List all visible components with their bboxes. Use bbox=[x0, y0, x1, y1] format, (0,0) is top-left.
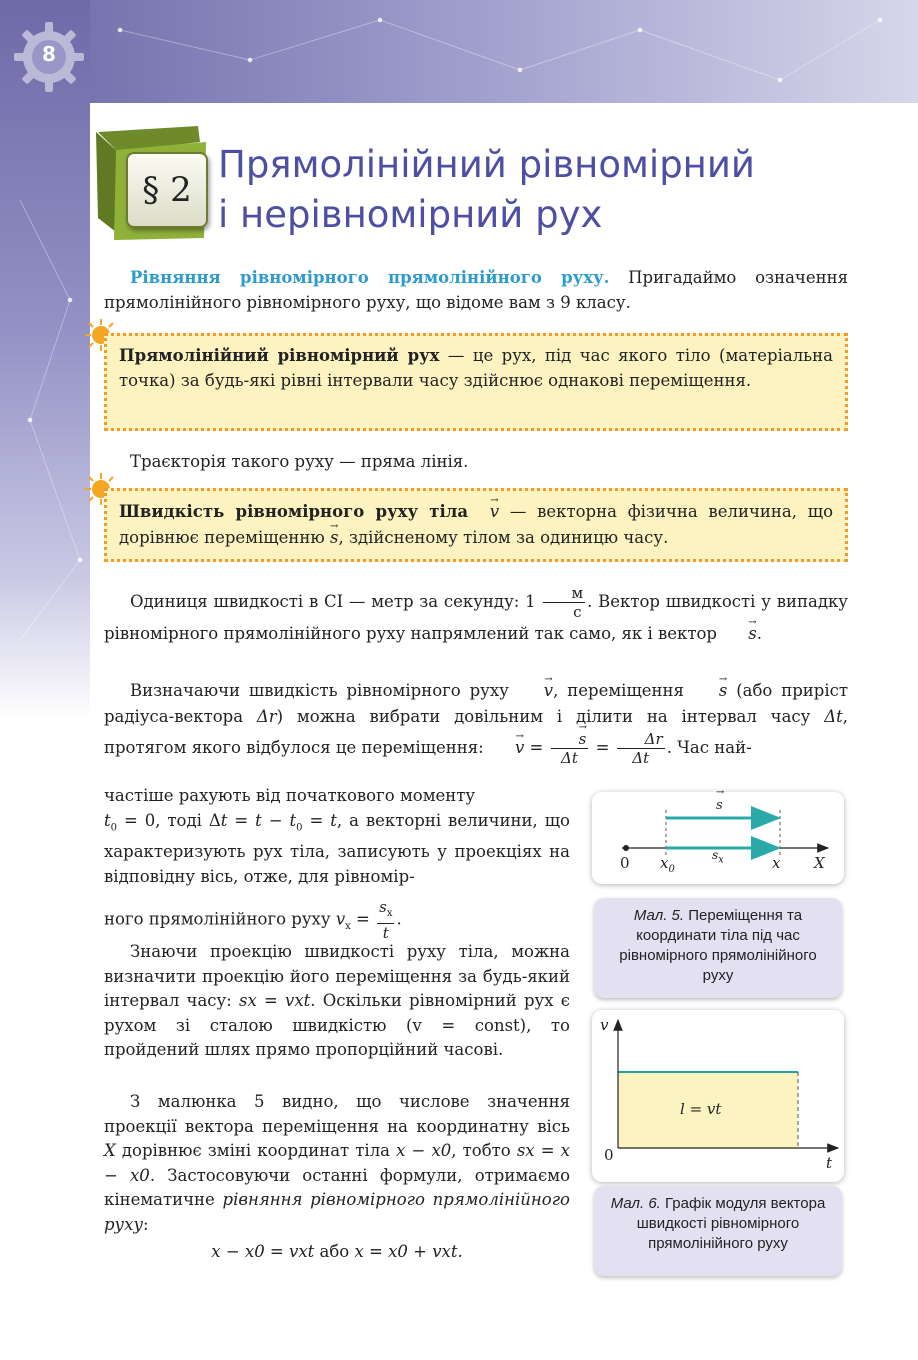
often-var: t bbox=[104, 810, 111, 830]
v-axis-label: v bbox=[600, 1016, 609, 1034]
displacement-vector: → s bbox=[330, 525, 338, 551]
knowing-rest: . Оскільки рівномірний рух є рухом зі сталою швидкістю (v = const), то пройдений шлях прямо пропорційний часові. bbox=[104, 991, 570, 1059]
often-end: . bbox=[396, 909, 402, 929]
title-line-2: і нерівномірний рух bbox=[218, 193, 603, 236]
velocity-vector: → v bbox=[489, 735, 524, 761]
often-var: t bbox=[330, 810, 337, 830]
often-text: , а векторні величини, bbox=[336, 810, 538, 830]
caption-text: Переміщення та координати тіла під час рівномірного прямолінійного руху bbox=[619, 907, 817, 984]
velocity-fraction-1 bbox=[551, 730, 589, 767]
vx-sub: x bbox=[345, 920, 351, 932]
knowing-paragraph bbox=[104, 940, 570, 1063]
final-equation bbox=[104, 1240, 570, 1264]
figure-6-graph bbox=[592, 1010, 844, 1182]
define-text-b: , переміщення bbox=[553, 681, 693, 700]
often-text: = bbox=[227, 810, 256, 830]
section-number-badge: § 2 bbox=[126, 152, 208, 228]
unit-denominator: с bbox=[573, 603, 582, 621]
fraction-numerator-sub: x bbox=[386, 908, 393, 919]
definition-2-text bbox=[119, 499, 833, 551]
velocity-fraction-2 bbox=[617, 730, 665, 767]
fig5-text-d: , тобто bbox=[451, 1141, 517, 1160]
displacement-vector: → s bbox=[693, 678, 727, 704]
define-text-a: Визначаючи швидкість рівномірного руху bbox=[130, 681, 518, 700]
definition-1-term: Прямолінійний рівномірний рух bbox=[119, 346, 440, 365]
fig5-text-h: : bbox=[143, 1214, 149, 1234]
caption-label: Мал. 6. bbox=[610, 1195, 661, 1212]
displacement-vector: → s bbox=[722, 621, 756, 647]
often-line-1: частіше рахують від початкового моменту bbox=[104, 786, 476, 805]
definition-box-1 bbox=[104, 333, 848, 431]
unit-paragraph bbox=[104, 584, 848, 647]
knowing-text: Знаючи проекцію швидкості руху тіла, можна визначити проекцію його переміщення за будь-який інтервал часу: bbox=[104, 942, 570, 1010]
fig5-text-f: . Застосовуючи останні формули, отримаємо кінематичне bbox=[104, 1165, 571, 1209]
figure5-paragraph bbox=[104, 1090, 570, 1237]
intro-lead: Рівняння рівномірного прямолінійного руху. bbox=[130, 268, 610, 287]
origin-label: 0 bbox=[620, 854, 630, 872]
title-line-1: Прямолінійний рівномірний bbox=[218, 143, 755, 186]
definition-1-body: — це рух, під час якого тіло (матеріальна точка) за будь-які рівні інтервали часу здійснює однакові переміщення. bbox=[119, 346, 833, 390]
vx-fraction bbox=[377, 898, 394, 942]
fraction-numerator: → s bbox=[553, 730, 587, 748]
fraction-denominator: t bbox=[382, 924, 389, 942]
sx-label: $s_x$ bbox=[712, 848, 724, 866]
fraction-numerator: Δr bbox=[644, 730, 663, 748]
projection-equation: sx = x − x0 bbox=[104, 1141, 570, 1185]
often-text: − bbox=[261, 810, 290, 830]
often-line-5: ного прямолінійного руху bbox=[104, 909, 331, 929]
often-text: = 0, тоді Δ bbox=[117, 810, 221, 830]
definition-1-text bbox=[119, 344, 833, 393]
definition-box-2 bbox=[104, 488, 848, 562]
area-label: l = vt bbox=[680, 1100, 722, 1118]
unit-numerator: м bbox=[543, 584, 585, 603]
radius-vector-increment: Δr bbox=[256, 707, 277, 726]
equation-right: x = x0 + vxt. bbox=[354, 1242, 463, 1261]
velocity-projection-line: ного прямолінійного руху $v_x$ = $\frac{s_x}{t}$ . bbox=[104, 898, 402, 942]
often-line-3: що характеризують рух тіла, записують у проекціях на відповідну вісь, отже, для рівномір- bbox=[104, 810, 570, 886]
figure-6 bbox=[592, 1010, 844, 1182]
caption-text: Графік модуля вектора швидкості рівномірного прямолінійного руху bbox=[636, 1195, 826, 1252]
unit-fraction bbox=[543, 584, 585, 621]
often-var: t bbox=[255, 810, 262, 830]
origin-label: 0 bbox=[604, 1146, 614, 1164]
fraction-denominator: Δt bbox=[632, 749, 650, 767]
define-text-f: . Час най- bbox=[666, 738, 752, 757]
x0-label: $x_0$ bbox=[660, 854, 675, 875]
often-text: = bbox=[302, 810, 331, 830]
often-var: t bbox=[220, 810, 228, 830]
often-sub: 0 bbox=[296, 821, 303, 833]
definition-2-body-2: , здійсненому тілом за одиницю часу. bbox=[338, 528, 669, 547]
page-title bbox=[218, 140, 858, 240]
unit-text-3: . bbox=[756, 624, 762, 643]
time-interval: Δt bbox=[824, 707, 843, 726]
figure-6-caption bbox=[594, 1186, 842, 1276]
equation-left: x − x0 = vxt bbox=[211, 1242, 315, 1261]
fraction-numerator: s bbox=[379, 898, 387, 916]
page-number: 8 bbox=[42, 42, 56, 66]
axis-x-symbol: X bbox=[104, 1141, 116, 1160]
t-axis-label: t bbox=[826, 1154, 833, 1172]
intro-text: Пригадаймо означення прямолінійного рівномірного руху, що відоме вам з 9 класу. bbox=[104, 268, 848, 312]
caption-label: Мал. 5. bbox=[633, 907, 685, 924]
figure-5 bbox=[592, 792, 844, 884]
vx-symbol: v bbox=[335, 909, 346, 929]
intro-paragraph bbox=[104, 266, 848, 315]
definition-2-body-1: — векторна фізична величина, що дорівнює переміщенню bbox=[119, 502, 834, 547]
definition-paragraph: Визначаючи швидкість рівномірного руху → v, переміщення → s (або приріст радіуса-вектора Δr) можна вибрати довільним і ділити на інтервал часу Δt, протягом якого відбулося це переміщення: → v = → $\frac{s}{\Delta t}$ = $\frac{\Delta r}{\Delta t}$ . Час най- bbox=[104, 678, 848, 767]
knowing-equation: sx = vxt bbox=[239, 991, 311, 1010]
velocity-vector: → v bbox=[518, 678, 553, 704]
velocity-vector: → v bbox=[490, 499, 499, 525]
unit-text-1: Одиниця швидкості в СІ — метр за секунду: 1 bbox=[130, 592, 536, 611]
unit-text-2: . Вектор швидкості у випадку рівномірного прямолінійного руху напрямлений так само, як і вектор bbox=[104, 592, 848, 643]
fig5-text-b: дорівнює зміні координат тіла bbox=[115, 1141, 397, 1160]
equation-connector: або bbox=[314, 1242, 355, 1261]
often-var: t bbox=[289, 810, 297, 830]
define-text-c: (або приріст радіуса-вектора bbox=[104, 681, 848, 726]
coordinate-change: x − x0 bbox=[396, 1141, 452, 1160]
define-text-d: ) можна вибрати довільним і ділити на інтервал часу bbox=[276, 707, 825, 726]
s-label: → s bbox=[716, 798, 723, 813]
fraction-denominator: Δt bbox=[561, 749, 578, 767]
often-paragraph bbox=[104, 784, 570, 889]
often-sub: 0 bbox=[110, 821, 118, 833]
definition-2-term: Швидкість рівномірного руху тіла bbox=[119, 502, 469, 521]
equation-name: рівняння рівномірного прямолінійного руху bbox=[104, 1190, 570, 1234]
x-label: x bbox=[772, 854, 781, 872]
trajectory-text: Траєкторія такого руху — пряма лінія. bbox=[130, 452, 469, 471]
figure-5-caption bbox=[594, 898, 842, 998]
define-text-e: , протягом якого відбулося це переміщення: bbox=[104, 707, 848, 757]
origin-point bbox=[623, 845, 629, 851]
axis-label: X bbox=[814, 854, 825, 872]
fig5-text-a: З малюнка 5 видно, що числове значення проекції вектора переміщення на координатну вісь bbox=[104, 1092, 570, 1136]
